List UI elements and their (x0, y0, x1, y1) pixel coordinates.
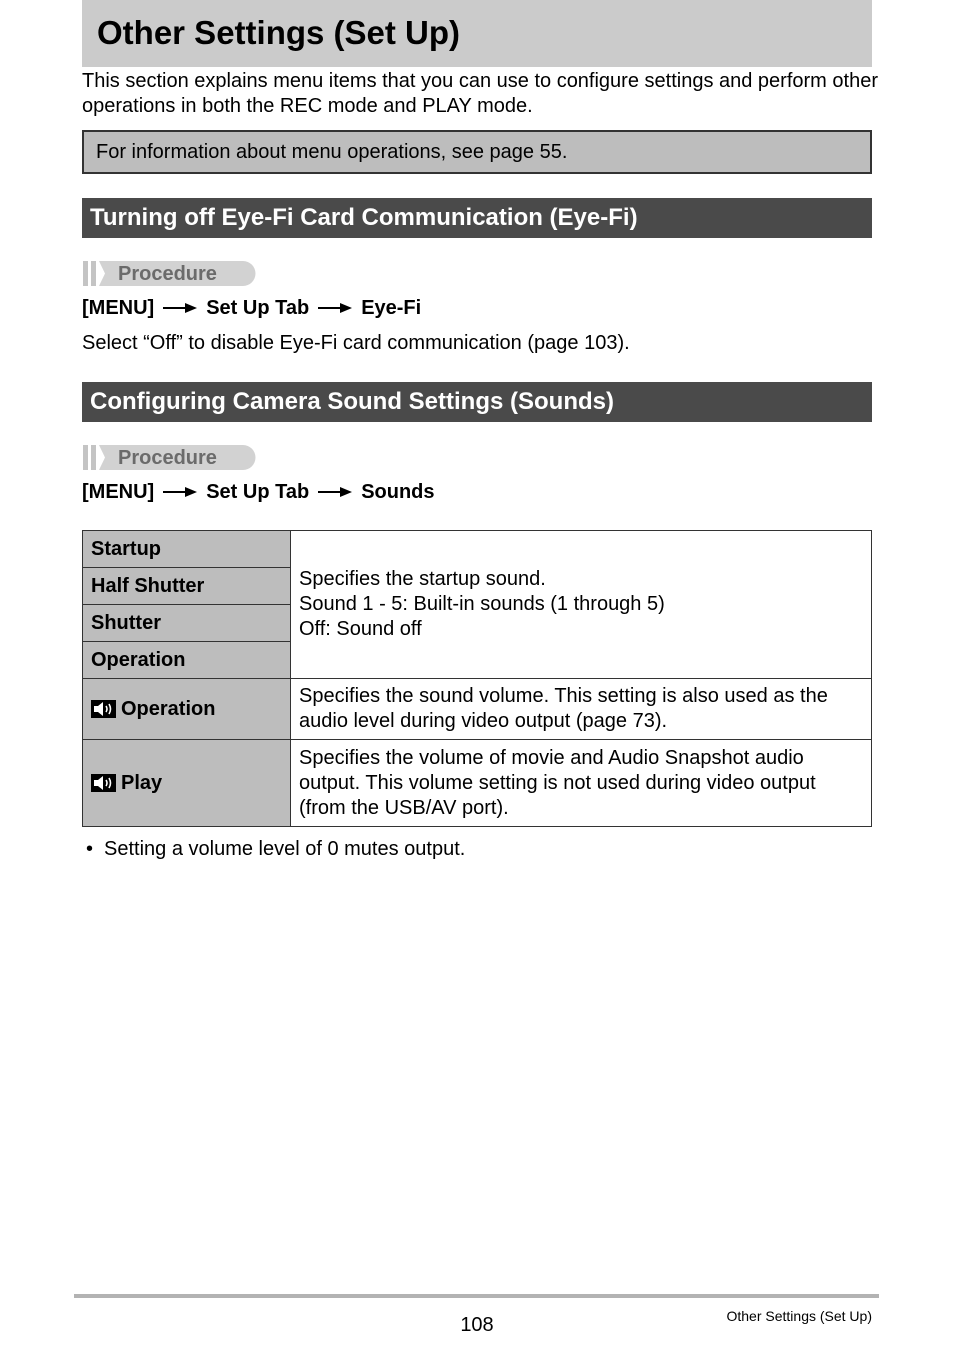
menu-path-eye-fi (82, 296, 421, 320)
page-title-bar (82, 0, 872, 67)
menu-path-step: Eye-Fi (361, 297, 422, 319)
arrow-right-icon (163, 302, 197, 314)
procedure-label: Procedure (118, 447, 217, 469)
speaker-icon (91, 700, 116, 718)
menu-path-step: Set Up Tab (206, 481, 310, 503)
section-heading-sounds (82, 382, 872, 422)
info-note-box (82, 130, 872, 174)
procedure-badge (83, 445, 256, 470)
arrow-right-icon (318, 302, 352, 314)
speaker-icon (91, 774, 116, 792)
procedure-label: Procedure (118, 263, 217, 285)
section-heading-text: Turning off Eye-Fi Card Communication (Eye-Fi) (90, 204, 638, 231)
footer-section-title: Other Settings (Set Up) (726, 1308, 872, 1324)
setting-name: Startup (83, 531, 291, 568)
setting-name: Operation (121, 698, 216, 720)
table-row (83, 679, 872, 740)
setting-name-volume-play (83, 740, 291, 827)
menu-path-step: Set Up Tab (206, 297, 310, 319)
setting-name: Shutter (83, 605, 291, 642)
table-row (83, 740, 872, 827)
setting-name: Play (121, 772, 163, 794)
setting-name-volume-operation (83, 679, 291, 740)
setting-description: Specifies the volume of movie and Audio Snapshot audio output. This volume setting is not used during video output (from the USB/AV port). (291, 740, 872, 827)
arrow-right-icon (163, 486, 197, 498)
setting-name: Operation (83, 642, 291, 679)
eye-fi-description: Select “Off” to disable Eye-Fi card communication (page 103). (82, 332, 630, 354)
table-row (83, 531, 872, 568)
sounds-settings-table (82, 530, 872, 827)
arrow-right-icon (318, 486, 352, 498)
menu-path-sounds (82, 480, 435, 504)
procedure-badge (83, 261, 256, 286)
description-line: Off: Sound off (299, 618, 422, 640)
footer-divider (74, 1294, 879, 1298)
setting-description (291, 531, 872, 679)
description-line: Sound 1 - 5: Built-in sounds (1 through 5) (299, 593, 665, 615)
page-number: 108 (460, 1314, 494, 1336)
info-note-text: For information about menu operations, see page 55. (96, 141, 568, 163)
setting-description: Specifies the sound volume. This setting is also used as the audio level during video output (page 73). (291, 679, 872, 740)
note-text: Setting a volume level of 0 mutes output. (104, 838, 466, 860)
bullet-dot: • (86, 838, 94, 860)
section-heading-text: Configuring Camera Sound Settings (Sounds) (90, 388, 614, 415)
menu-path-step: Sounds (361, 481, 435, 503)
page-title: Other Settings (Set Up) (97, 14, 461, 51)
note-bullet (86, 837, 465, 861)
menu-path-step: [MENU] (82, 481, 155, 503)
description-line: Specifies the startup sound. (299, 568, 546, 590)
section-heading-eye-fi (82, 198, 872, 238)
setting-name: Half Shutter (83, 568, 291, 605)
menu-path-step: [MENU] (82, 297, 155, 319)
intro-text: This section explains menu items that you can use to configure settings and perform other operations in both the REC mode and PLAY mode. (82, 70, 878, 117)
